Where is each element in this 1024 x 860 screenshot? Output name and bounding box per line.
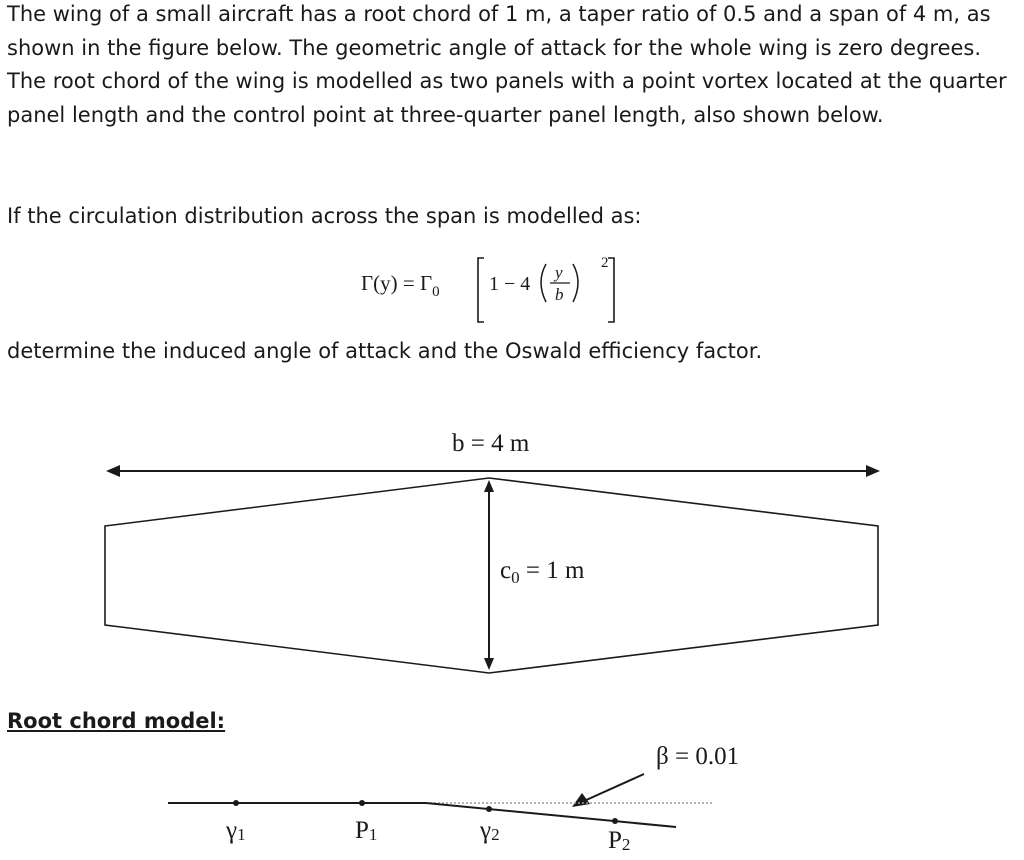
circulation-equation bbox=[340, 250, 640, 330]
vortex-2-point bbox=[486, 806, 492, 812]
gamma-1-label: γ1 bbox=[226, 817, 246, 844]
root-chord-arrow-bottom bbox=[484, 658, 494, 670]
span-label: b = 4 m bbox=[452, 430, 530, 457]
equation-denominator: b bbox=[555, 285, 564, 304]
gamma-2-label: γ2 bbox=[480, 817, 500, 844]
p-1-label: P1 bbox=[355, 817, 378, 844]
p-2-label: P2 bbox=[608, 827, 631, 854]
right-bracket bbox=[608, 258, 614, 322]
beta-pointer-arrow bbox=[584, 774, 644, 801]
wing-figure bbox=[0, 420, 1024, 690]
equation-exponent: 2 bbox=[601, 255, 609, 271]
control-point-2 bbox=[612, 818, 618, 824]
left-bracket bbox=[478, 258, 484, 322]
root-chord-model-heading: Root chord model: bbox=[7, 709, 226, 733]
equation-one-minus-four: 1 − 4 bbox=[489, 273, 531, 295]
root-chord-model-figure bbox=[0, 730, 1024, 860]
problem-paragraph-3: determine the induced angle of attack and the Oswald efficiency factor. bbox=[7, 339, 763, 363]
left-paren bbox=[541, 264, 546, 302]
span-arrow-left-head bbox=[106, 465, 120, 477]
wing-planform bbox=[105, 478, 878, 673]
root-chord-arrow-top bbox=[484, 480, 494, 492]
problem-paragraph-2: If the circulation distribution across the span is modelled as: bbox=[7, 204, 642, 228]
equation-lhs: $\Gamma(y) = \Gamma_0$ bbox=[361, 271, 440, 300]
root-chord-label: $c_0 = 1$ m bbox=[500, 557, 585, 587]
span-arrow-right-head bbox=[866, 465, 880, 477]
vortex-1-point bbox=[233, 800, 239, 806]
beta-label: β = 0.01 bbox=[656, 743, 740, 770]
problem-paragraph-1: The wing of a small aircraft has a root chord of 1 m, a taper ratio of 0.5 and a span of 4 m, as shown in the figure below. The geometric angle of attack for the whole wing is zero degrees. The root chord of the wing is modelled as two panels with a point vortex located at the quarter panel length and the control point at three-quarter panel length, also shown below. bbox=[7, 2, 1007, 127]
equation-numerator: y bbox=[555, 263, 563, 282]
panel-2-line bbox=[426, 803, 676, 827]
right-paren bbox=[573, 264, 578, 302]
control-point-1 bbox=[359, 800, 365, 806]
